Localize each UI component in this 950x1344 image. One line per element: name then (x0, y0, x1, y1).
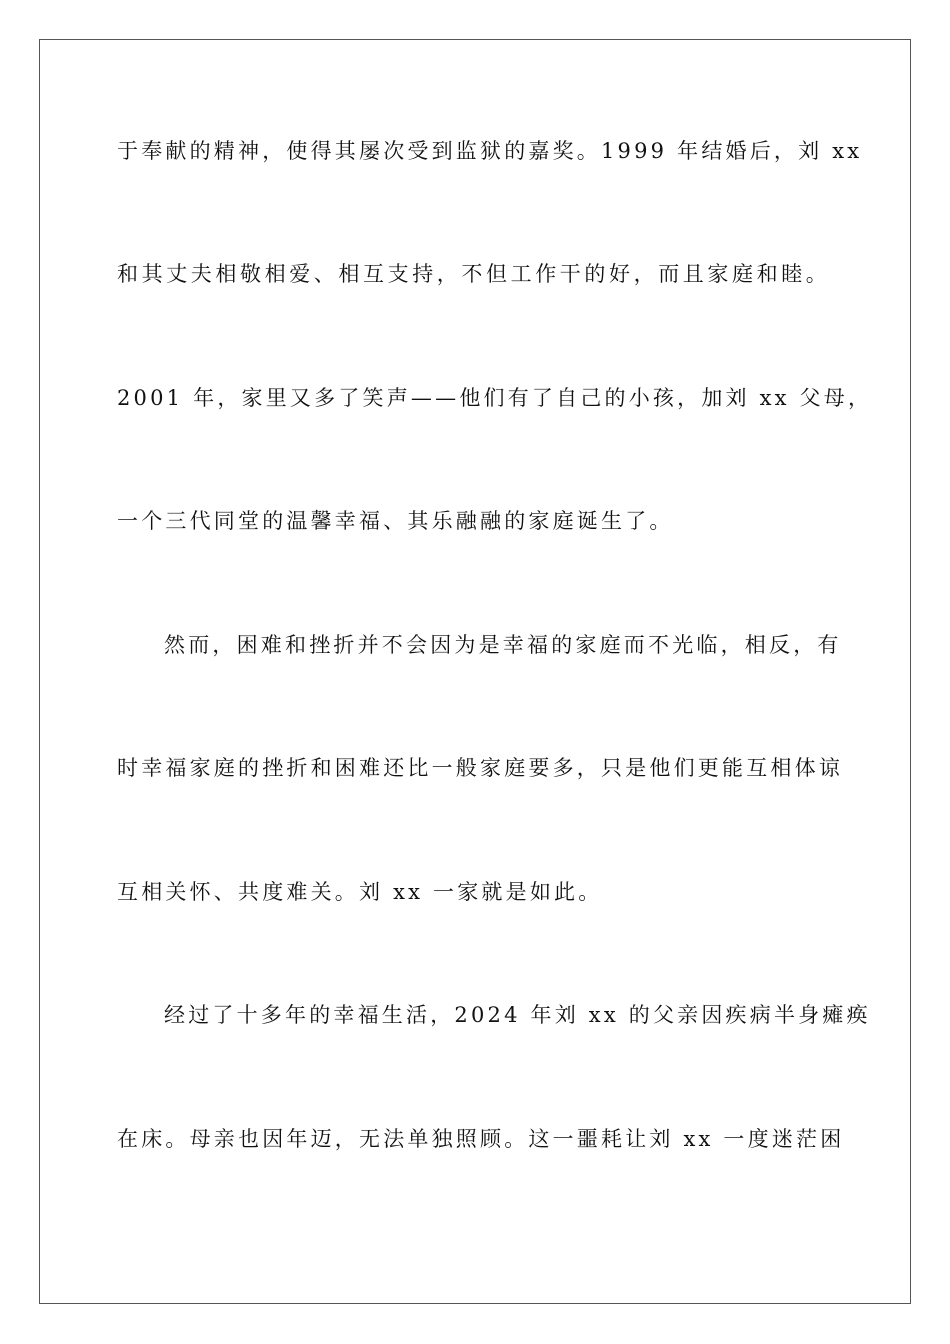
page-frame (39, 39, 911, 1304)
body-text-line-4: 一个三代同堂的温馨幸福、其乐融融的家庭诞生了。 (117, 509, 674, 533)
body-text-line-8: 经过了十多年的幸福生活，2024 年刘 xx 的父亲因疾病半身瘫痪 (164, 1003, 871, 1027)
body-text-line-9: 在床。母亲也因年迈，无法单独照顾。这一噩耗让刘 xx 一度迷茫困 (117, 1127, 845, 1151)
body-text-line-3: 2001 年，家里又多了笑声——他们有了自己的小孩，加刘 xx 父母， (117, 386, 873, 410)
body-text-line-1: 于奉献的精神，使得其屡次受到监狱的嘉奖。1999 年结婚后，刘 xx (117, 139, 863, 163)
body-text-line-2: 和其丈夫相敬相爱、相互支持，不但工作干的好，而且家庭和睦。 (117, 262, 831, 286)
body-text-line-6: 时幸福家庭的挫折和困难还比一般家庭要多，只是他们更能互相体谅 (117, 756, 843, 780)
body-text-line-5: 然而，困难和挫折并不会因为是幸福的家庭而不光临，相反，有 (164, 633, 842, 657)
body-text-line-7: 互相关怀、共度难关。刘 xx 一家就是如此。 (117, 880, 603, 904)
